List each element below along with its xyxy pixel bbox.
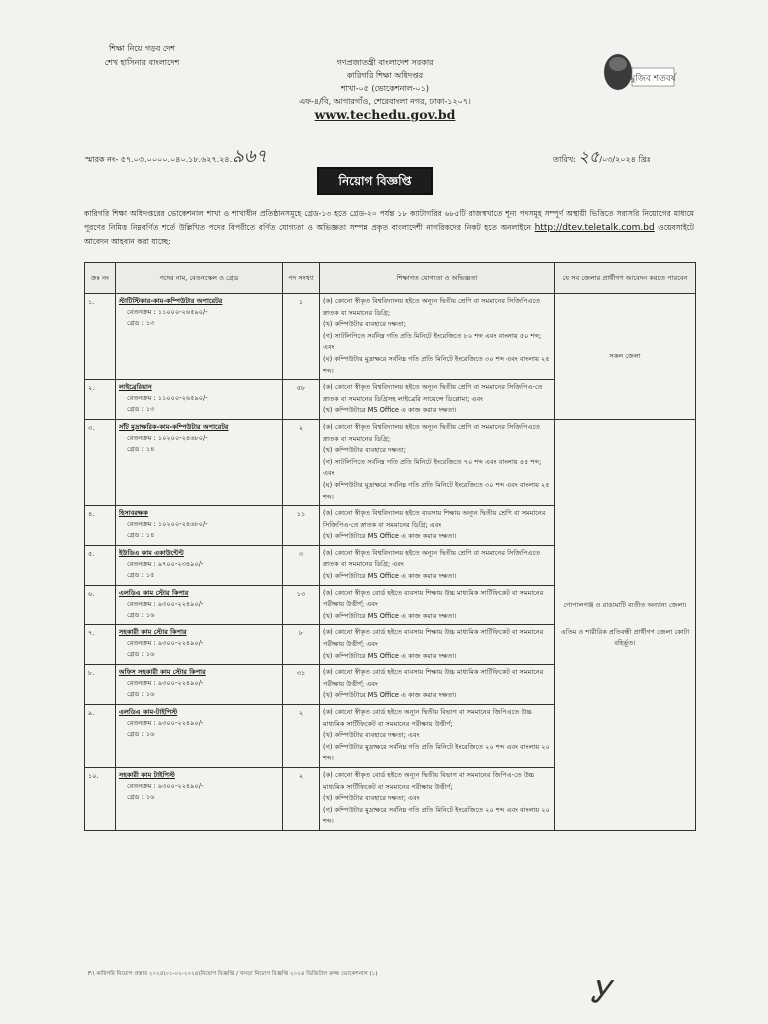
- row-serial: ৩.: [85, 419, 116, 505]
- pay-scale: বেতনক্রম : ৯৩০০-২২৪৯০/-: [127, 599, 204, 608]
- row-serial: ৯.: [85, 705, 116, 768]
- grade: গ্রেড : ১৪: [127, 531, 155, 540]
- row-post-count: ৫৮: [283, 380, 320, 420]
- district-eligibility: [555, 419, 696, 830]
- post-name: সহকারী কাম স্টোর কিপার: [119, 628, 187, 637]
- row-post: [116, 585, 283, 625]
- grade: গ্রেড : ১৬: [127, 690, 155, 699]
- memo-date: [553, 144, 651, 171]
- row-qualification: [320, 585, 555, 625]
- row-serial: ৭.: [85, 625, 116, 665]
- table-header-row: [85, 263, 696, 294]
- row-post-count: ২: [283, 705, 320, 768]
- row-post: [116, 380, 283, 420]
- grade: গ্রেড : ১৬: [127, 730, 155, 738]
- qualification-item: (খ) কম্পিউটারে MS Office এ কাজ করার দক্ষতা।: [323, 611, 457, 620]
- dept-name: কারিগরি শিক্ষা অধিদপ্তর: [346, 71, 424, 80]
- qualification-item: (ক) কোনো স্বীকৃত বিশ্ববিদ্যালয় হইতে অন্যূন দ্বিতীয় শ্রেণি বা সমমানের সিজিপিএতে স্নাতক বা সমমানের ডিগ্রি;: [323, 297, 541, 317]
- pay-scale: বেতনক্রম : ১১০০০-২৬৫৯০/-: [127, 394, 208, 403]
- header-qualification: শিক্ষাগত যোগ্যতা ও অভিজ্ঞতা: [320, 263, 555, 294]
- row-post: [116, 506, 283, 546]
- qualification-item: (গ) সাটলিপিতে সর্বনিম্ন গতি প্রতি মিনিটে ইংরেজিতে ৭০ শব্দ এবং বাংলায় ৪৫ শব্দ; এবং: [323, 457, 542, 478]
- qualification-item: (গ) কম্পিউটার মুদ্রাক্ষরে সর্বনিম্ন গতি প্রতি মিনিটে ইংরেজিতে ২০ শব্দ এবং বাংলায় ২০ শব্দ।: [323, 742, 550, 763]
- header-count: পদ সংখ্যা: [283, 263, 320, 294]
- post-name: ইউডিএ কাম একাউন্টেন্ট: [119, 548, 184, 557]
- header-sl: ক্রঃ নং: [85, 263, 116, 294]
- qualification-item: (ক) কোনো স্বীকৃত বিশ্ববিদ্যালয় হইতে অন্যূন দ্বিতীয় শ্রেণি বা সমমানের সিজিপিএতে স্নাতক বা সমমানের ডিগ্রি; এবং: [323, 548, 541, 569]
- row-post-count: ২: [283, 419, 320, 505]
- memo-number: স্মারক নং- ৫৭.০৩.০০০০.০৪০.১৮.৬২৭.২৪.: [85, 155, 233, 164]
- row-serial: ৮.: [85, 665, 116, 705]
- post-name: হিসাবরক্ষক: [119, 509, 148, 518]
- post-name: স্টাটিস্টিকার-কাম-কম্পিউটার অপারেটর: [119, 297, 223, 305]
- post-name: লাইব্রেরিয়ান: [119, 383, 152, 392]
- qualification-item: (খ) কম্পিউটারে MS Office এ কাজ করার দক্ষতা।: [323, 651, 457, 660]
- row-post: [116, 545, 283, 585]
- row-post-count: ৩১: [283, 665, 320, 705]
- table-body: [85, 294, 696, 831]
- row-post-count: ১১: [283, 506, 320, 546]
- qualification-item: (ক) কোনো স্বীকৃত বোর্ড হইতে অন্যূন দ্বিতীয় বিভাগ বা সমমানের জিপিএ-তে উচ্চ মাধ্যমিক সার্টিফিকেট বা সমমানের পরীক্ষায় উত্তীর্ণ;: [323, 770, 535, 791]
- qualification-item: (ক) কোনো স্বীকৃত বিশ্ববিদ্যালয় হইতে ব্যবসায় শিক্ষায় অন্যূন দ্বিতীয় শ্রেণি বা সমমানের সিজিপিএ-তে স্নাতক বা সমমানের ডিগ্রি; এবং: [323, 509, 546, 529]
- qualification-item: (খ) কম্পিউটারে MS Office এ কাজ করার দক্ষতা।: [323, 406, 457, 415]
- grade: গ্রেড : ১৫: [127, 570, 155, 579]
- row-post: [116, 705, 283, 768]
- row-serial: ৫.: [85, 545, 116, 585]
- gov-name: গণপ্রজাতন্ত্রী বাংলাদেশ সরকার: [336, 58, 434, 67]
- pay-scale: বেতনক্রম : ৯৩০০-২২৪৯০/-: [127, 679, 204, 688]
- post-name: সাঁট মুদ্রাক্ষরিক-কাম-কম্পিউটার অপারেটর: [119, 422, 229, 431]
- header-post: পদের নাম, বেতনস্কেল ও গ্রেড: [116, 263, 283, 294]
- grade: গ্রেড : ১৬: [127, 610, 155, 619]
- pay-scale: বেতনক্রম : ১০২০০-২৪৬৮০/-: [127, 433, 208, 442]
- row-qualification: [320, 705, 555, 768]
- qualification-item: (খ) কম্পিউটার ব্যবহারে দক্ষতা; এবং: [323, 794, 420, 803]
- post-name: এলডিএ কাম-টাইপিস্ট: [119, 708, 178, 716]
- pay-scale: বেতনক্রম : ৯৩০০-২২৪৯০/-: [127, 719, 204, 727]
- row-post-count: ১৩: [283, 585, 320, 625]
- row-post-count: ৮: [283, 625, 320, 665]
- qualification-item: (গ) কম্পিউটার মুদ্রাক্ষরে সর্বনিম্ন গতি প্রতি মিনিটে ইংরেজিতে ২০ শব্দ এবং বাংলায় ২০ শব্দ।: [323, 805, 550, 826]
- district-note: এতিম ও শারীরিক প্রতিবন্ধী প্রার্থীগণ জেলা কোটা বহির্ভূত।: [560, 628, 690, 648]
- qualification-item: (ক) কোনো স্বীকৃত বোর্ড হইতে ব্যবসায় শিক্ষায় উচ্চ মাধ্যমিক সার্টিফিকেট বা সমমানের পরীক্ষায় উত্তীর্ণ; এবং: [323, 668, 544, 688]
- qualification-item: (খ) কম্পিউটার ব্যবহারে দক্ষতা; এবং: [323, 731, 420, 740]
- website-link[interactable]: www.techedu.gov.bd: [314, 107, 456, 122]
- qualification-item: (ঘ) কম্পিউটার মুদ্রাক্ষরে সর্বনিম্ন গতি প্রতি মিনিটে ইংরেজিতে ৩০ শব্দ এবং বাংলায় ২৫ শব্দ।: [323, 354, 550, 375]
- row-serial: ১০.: [85, 767, 116, 830]
- date-rest: /০৩/২০২৪ খ্রিঃ: [599, 155, 651, 164]
- row-serial: ২.: [85, 380, 116, 420]
- qualification-item: (ঘ) কম্পিউটার মুদ্রাক্ষরে সর্বনিম্ন গতি প্রতি মিনিটে ইংরেজিতে ৩০ শব্দ এবং বাংলায় ২৫ শব্দ।: [323, 480, 550, 501]
- row-post: [116, 419, 283, 505]
- qualification-item: (গ) সাটলিপিতে সর্বনিম্ন গতি প্রতি মিনিটে ইংরেজিতে ৮০ শব্দ এবং বাংলায় ৫০ শব্দ; এবং: [323, 331, 542, 352]
- grade: গ্রেড : ১৬: [127, 650, 155, 659]
- memo-ref: [85, 142, 267, 173]
- row-qualification: [320, 545, 555, 585]
- qualification-item: (ক) কোনো স্বীকৃত বোর্ড হইতে ব্যবসায় শিক্ষায় উচ্চ মাধ্যমিক সার্টিফিকেট বা সমমানের পরীক্ষায় উত্তীর্ণ; এবং: [323, 588, 544, 609]
- grade: গ্রেড : ১৩: [127, 405, 155, 414]
- row-qualification: [320, 294, 555, 380]
- qualification-item: (ক) কোনো স্বীকৃত বিশ্ববিদ্যালয় হইতে অন্যূন দ্বিতীয় শ্রেণি বা সমমানের সিজিপিএ-তে স্নাতক বা সমমানের ডিগ্রিসহ লাইব্রেরি সায়েন্সে ডিপ্লোমা; এবং: [323, 383, 543, 403]
- date-label: তারিখ:: [553, 155, 576, 164]
- memo-handwritten: ৯৬৭: [232, 146, 268, 167]
- file-path-footer: F:\ কারিগরি নিয়োগ প্রস্তাব ২০২৪\০১-০২-২০২৪\নিয়োগ বিজ্ঞপ্তি / খসড়া নিয়োগ বিজ্ঞপ্তি ২০২৪ ডিজিটাল রুজ্জ ভোকেশনাল (১): [88, 971, 378, 977]
- intro-text-before: কারিগরি শিক্ষা অধিদপ্তরের ভোকেশনাল শাখা ও শাখাধীন প্রতিষ্ঠানসমূহে গ্রেড-১৩ হতে গ্রেড-২০ পর্যন্ত ১৮ ক্যাটাগরির ৬৮৫টি রাজস্বখাতে শূন্য পদসমূহ সম্পূর্ণ অস্থায়ী ভিত্তিতে সরাসরি নিয়োগের মাধ্যমে পূরণের নিমিত্ত নিম্নবর্ণিত শর্তে উল্লিখিত পদের বিপরীতে বর্ণিত যোগ্যতা ও অভিজ্ঞতা সম্পন্ন প্রকৃত বাংলাদেশী নাগরিকদের নিকট হতে অনলাইনে: [84, 209, 694, 232]
- row-qualification: [320, 419, 555, 505]
- grade: গ্রেড : ১৪: [127, 444, 155, 453]
- qualification-item: (ক) কোনো স্বীকৃত বোর্ড হইতে অন্যূন দ্বিতীয় বিভাগ বা সমমানের জিপিএতে উচ্চ মাধ্যমিক সার্টিফিকেট বা সমমানের পরীক্ষায় উত্তীর্ণ;: [323, 708, 532, 728]
- pay-scale: বেতনক্রম : ১০২০০-২৪৬৮০/-: [127, 520, 208, 529]
- table-row: [85, 294, 696, 380]
- qualification-item: (খ) কম্পিউটারে MS Office এ কাজ করার দক্ষতা।: [323, 691, 457, 700]
- header-slogan: [82, 42, 202, 70]
- header-district: যে সব জেলার প্রার্থীগণ আবেদন করতে পারবেন: [555, 263, 696, 294]
- district-note: সকল জেলা: [609, 351, 641, 360]
- row-qualification: [320, 506, 555, 546]
- apply-link[interactable]: http://dtev.teletalk.com.bd: [534, 223, 655, 233]
- row-qualification: [320, 380, 555, 420]
- post-name: অফিস সহকারী কাম স্টোর কিপার: [119, 668, 206, 677]
- row-post: [116, 625, 283, 665]
- vacancy-table: [84, 262, 696, 831]
- slogan-line-2: শেখ হাসিনার বাংলাদেশ: [104, 58, 180, 67]
- row-serial: ৪.: [85, 506, 116, 546]
- header-office: [220, 56, 550, 121]
- row-qualification: [320, 767, 555, 830]
- row-qualification: [320, 665, 555, 705]
- post-name: এলডিএ কাম স্টোর কিপার: [119, 588, 189, 597]
- row-post: [116, 665, 283, 705]
- branch-name: শাখা-০৫ (ভোকেশনাল-০১): [340, 84, 430, 93]
- qualification-item: (খ) কম্পিউটারে MS Office এ কাজ করার দক্ষতা।: [323, 572, 457, 581]
- row-post-count: ৩: [283, 545, 320, 585]
- mujib-logo-icon: [598, 44, 680, 104]
- pay-scale: বেতনক্রম : ১১০০০-২৬৫৯০/-: [127, 308, 208, 316]
- qualification-item: (খ) কম্পিউটার ব্যবহারে দক্ষতা;: [323, 320, 406, 329]
- logo-text: মুজিব শতবর্ষ: [630, 74, 676, 84]
- qualification-item: (খ) কম্পিউটারে MS Office এ কাজ করার দক্ষতা।: [323, 532, 457, 541]
- pay-scale: বেতনক্রম : ৯৭০০-২৩৪৯০/-: [127, 559, 204, 568]
- row-post-count: ১: [283, 294, 320, 380]
- grade: গ্রেড : ১৩: [127, 319, 155, 327]
- pay-scale: বেতনক্রম : ৯৩০০-২২৪৯০/-: [127, 639, 204, 648]
- district-note: গোপালগঞ্জ ও রাঙামাটি ব্যতীত অন্যান্য জেলা।: [563, 601, 687, 610]
- row-qualification: [320, 625, 555, 665]
- row-serial: ৬.: [85, 585, 116, 625]
- office-address: এফ-৪/বি, আগারগাঁও, শেরেবাংলা নগর, ঢাকা-১২০৭।: [299, 97, 471, 106]
- intro-paragraph: [84, 207, 694, 249]
- signature: Ꭹ: [590, 975, 611, 1010]
- qualification-item: (ক) কোনো স্বীকৃত বিশ্ববিদ্যালয় হইতে অন্যূন দ্বিতীয় শ্রেণি বা সমমানের সিজিপিএতে স্নাতক বা সমমানের ডিগ্রি;: [323, 422, 541, 443]
- qualification-item: (ক) কোনো স্বীকৃত বোর্ড হইতে ব্যবসায় শিক্ষায় উচ্চ মাধ্যমিক সার্টিফিকেট বা সমমানের পরীক্ষায় উত্তীর্ণ; এবং: [323, 628, 544, 649]
- row-serial: ১.: [85, 294, 116, 380]
- row-post: [116, 294, 283, 380]
- district-eligibility: [555, 294, 696, 420]
- grade: গ্রেড : ১৬: [127, 792, 155, 801]
- pay-scale: বেতনক্রম : ৯৩০০-২২৪৯০/-: [127, 781, 204, 790]
- slogan-line-1: শিক্ষা নিয়ে গড়ব দেশ: [108, 44, 176, 53]
- date-handwritten: ২৫: [578, 147, 600, 166]
- notice-title: নিয়োগ বিজ্ঞপ্তি: [317, 167, 433, 195]
- row-post-count: ২: [283, 767, 320, 830]
- post-name: সহকারী কাম টাইপিস্ট: [119, 770, 175, 779]
- row-post: [116, 767, 283, 830]
- intro-text-after: ওয়েবসাইটে আবেদন আহবান করা যাচ্ছে:: [84, 223, 694, 246]
- table-row: [85, 419, 696, 505]
- qualification-item: (খ) কম্পিউটার ব্যবহারে দক্ষতা;: [323, 446, 406, 455]
